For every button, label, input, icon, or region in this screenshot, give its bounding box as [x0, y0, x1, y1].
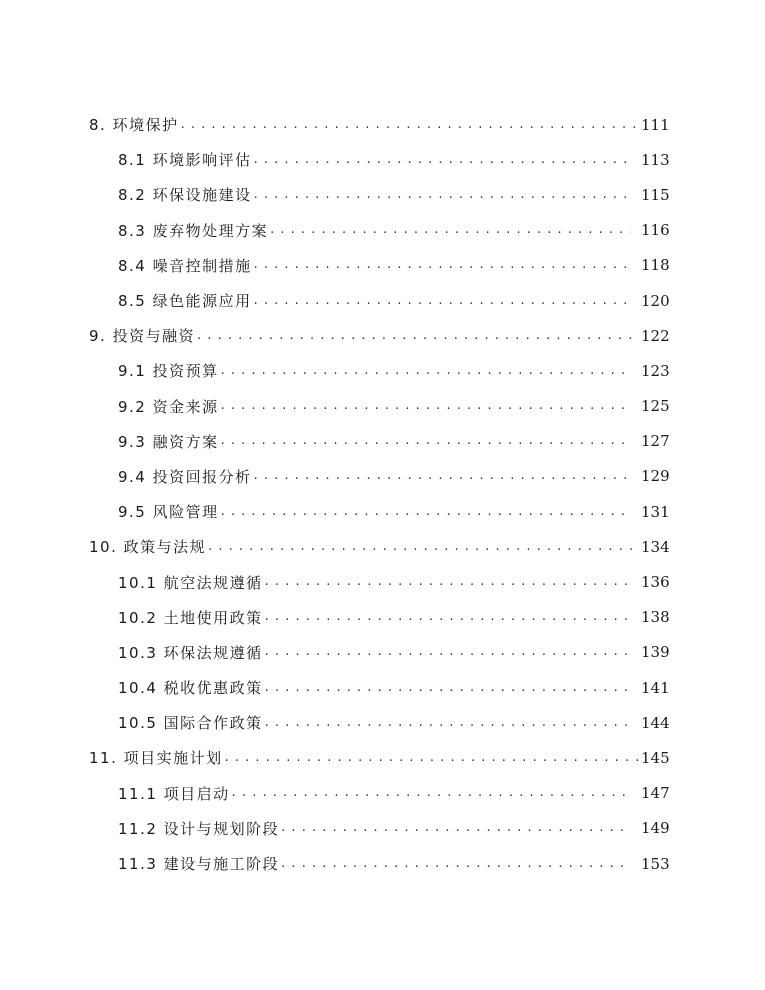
toc-dot-leader: [232, 784, 631, 802]
toc-entry-title: 9.1 投资预算: [118, 362, 219, 381]
toc-entry-11-1[interactable]: [0, 776, 765, 811]
toc-page-number: 129: [641, 467, 670, 486]
toc-entry-title: 11.3 建设与施工阶段: [118, 855, 280, 874]
toc-dot-leader: [221, 503, 631, 521]
toc-page-number: 145: [641, 748, 670, 767]
toc-dot-leader: [225, 749, 639, 767]
toc-page-number: 144: [641, 713, 670, 732]
table-of-contents: [0, 107, 765, 881]
toc-entry-title: 9.4 投资回报分析: [118, 467, 252, 486]
toc-entry-9[interactable]: [0, 318, 765, 353]
toc-page-number: 118: [641, 256, 670, 275]
toc-page-number: 131: [641, 502, 670, 521]
toc-entry-title: 8.5 绿色能源应用: [118, 292, 252, 311]
toc-entry-9-5[interactable]: [0, 494, 765, 529]
toc-dot-leader: [265, 679, 631, 697]
toc-page-number: 134: [641, 537, 670, 556]
toc-page-number: 149: [641, 819, 670, 838]
toc-entry-11-2[interactable]: [0, 811, 765, 846]
toc-entry-11[interactable]: [0, 740, 765, 775]
toc-entry-title: 11.2 设计与规划阶段: [118, 819, 280, 838]
toc-dot-leader: [254, 186, 631, 204]
toc-entry-10-5[interactable]: [0, 705, 765, 740]
toc-dot-leader: [221, 362, 631, 380]
toc-dot-leader: [197, 327, 639, 345]
toc-dot-leader: [254, 467, 631, 485]
toc-entry-8-3[interactable]: [0, 213, 765, 248]
toc-entry-11-3[interactable]: [0, 846, 765, 881]
toc-entry-10[interactable]: [0, 529, 765, 564]
toc-page-number: 111: [641, 115, 670, 134]
toc-page-number: 116: [641, 221, 670, 240]
toc-entry-title: 10.3 环保法规遵循: [118, 643, 263, 662]
toc-entry-title: 9.3 融资方案: [118, 432, 219, 451]
toc-page-number: 153: [641, 854, 670, 873]
toc-page-number: 141: [641, 678, 670, 697]
toc-entry-title: 10.5 国际合作政策: [118, 714, 263, 733]
toc-page-number: 113: [641, 150, 670, 169]
toc-page-number: 138: [641, 608, 670, 627]
toc-entry-10-2[interactable]: [0, 600, 765, 635]
toc-entry-title: 11. 项目实施计划: [89, 749, 223, 768]
toc-dot-leader: [270, 221, 631, 239]
toc-entry-title: 10.4 税收优惠政策: [118, 679, 263, 698]
toc-dot-leader: [221, 432, 631, 450]
toc-dot-leader: [254, 292, 631, 310]
toc-entry-8-1[interactable]: [0, 142, 765, 177]
toc-dot-leader: [254, 151, 631, 169]
toc-page-number: 136: [641, 573, 670, 592]
toc-entry-title: 8.3 废弃物处理方案: [118, 221, 269, 240]
toc-page-number: 147: [641, 784, 670, 803]
toc-dot-leader: [265, 608, 631, 626]
toc-dot-leader: [221, 397, 631, 415]
toc-dot-leader: [265, 714, 631, 732]
toc-dot-leader: [281, 855, 631, 873]
toc-dot-leader: [265, 573, 631, 591]
toc-entry-title: 8.4 噪音控制措施: [118, 256, 252, 275]
toc-entry-8-5[interactable]: [0, 283, 765, 318]
toc-page-number: 125: [641, 397, 670, 416]
toc-entry-title: 9. 投资与融资: [89, 327, 196, 346]
toc-page-number: 123: [641, 361, 670, 380]
toc-entry-10-3[interactable]: [0, 635, 765, 670]
toc-entry-title: 10.1 航空法规遵循: [118, 573, 263, 592]
toc-page-number: 122: [641, 326, 670, 345]
toc-entry-title: 8.2 环保设施建设: [118, 186, 252, 205]
toc-entry-9-4[interactable]: [0, 459, 765, 494]
toc-entry-title: 9.5 风险管理: [118, 503, 219, 522]
toc-entry-title: 9.2 资金来源: [118, 397, 219, 416]
toc-dot-leader: [181, 116, 639, 134]
toc-entry-title: 8. 环境保护: [89, 116, 179, 135]
toc-page-number: 139: [641, 643, 670, 662]
toc-entry-10-4[interactable]: [0, 670, 765, 705]
toc-entry-title: 10.2 土地使用政策: [118, 608, 263, 627]
toc-entry-8-4[interactable]: [0, 248, 765, 283]
toc-entry-9-1[interactable]: [0, 353, 765, 388]
toc-dot-leader: [281, 819, 631, 837]
toc-entry-title: 10. 政策与法规: [89, 538, 207, 557]
toc-entry-9-3[interactable]: [0, 424, 765, 459]
toc-entry-9-2[interactable]: [0, 389, 765, 424]
toc-entry-title: 11.1 项目启动: [118, 784, 230, 803]
toc-entry-8-2[interactable]: [0, 177, 765, 212]
toc-dot-leader: [265, 643, 631, 661]
toc-dot-leader: [254, 256, 631, 274]
toc-dot-leader: [208, 538, 639, 556]
toc-page-number: 120: [641, 291, 670, 310]
toc-page-number: 115: [641, 185, 670, 204]
toc-entry-8[interactable]: [0, 107, 765, 142]
toc-entry-10-1[interactable]: [0, 564, 765, 599]
toc-entry-title: 8.1 环境影响评估: [118, 151, 252, 170]
toc-page-number: 127: [641, 432, 670, 451]
